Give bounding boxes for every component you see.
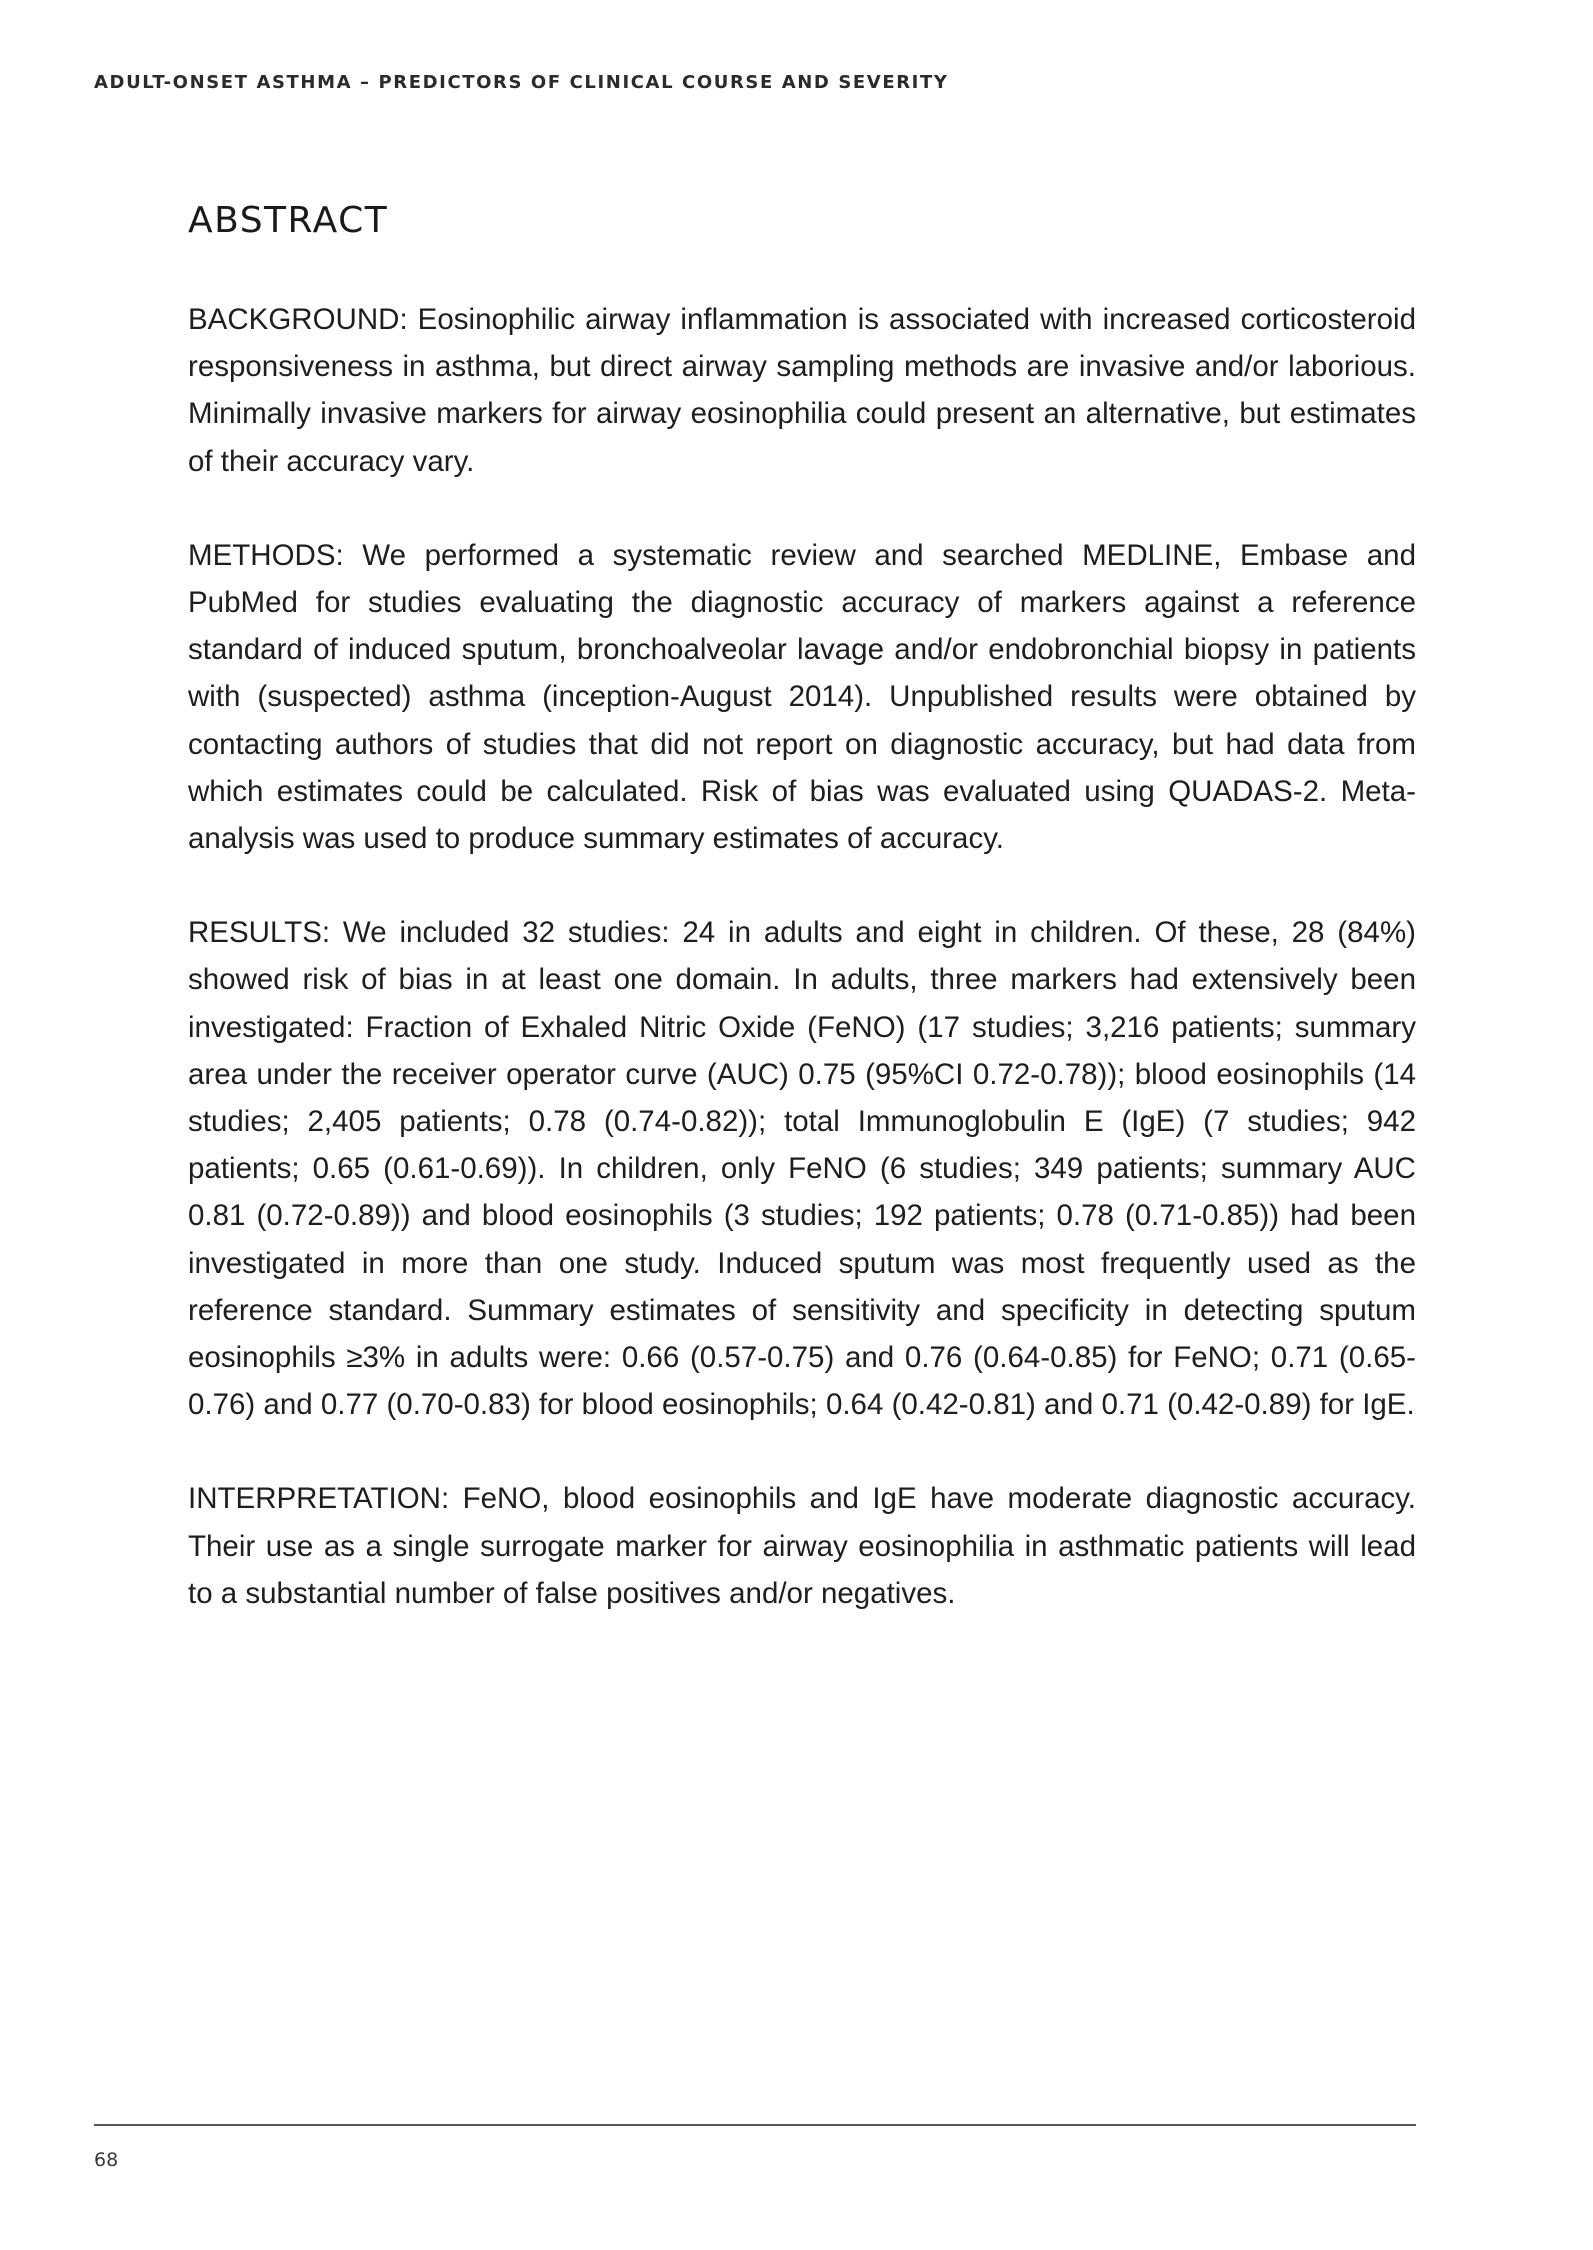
abstract-background-paragraph: BACKGROUND: Eosinophilic airway inflammation is associated with increased corticosteroid responsiveness in asthma, but direct airway sampling methods are invasive and/or laborious. Minimally invasive markers for airway eosinophilia could present an alternative, but estimates of their accuracy vary. [188,303,1416,478]
abstract-methods-paragraph: METHODS: We performed a systematic review and searched MEDLINE, Embase and PubMed for studies evaluating the diagnostic accuracy of markers against a reference standard of induced sputum, bronchoalveolar lavage and/or endobronchial biopsy in patients with (suspected) asthma (inception-August 2014). Unpublished results were obtained by contacting authors of studies that did not report on diagnostic accuracy, but had data from which estimates could be calculated. Risk of bias was evaluated using QUADAS-2. Meta-analysis was used to produce summary estimates of accuracy. [188,538,1416,856]
running-header: ADULT-ONSET ASTHMA – PREDICTORS OF CLINICAL COURSE AND SEVERITY [94,72,949,93]
abstract-body [188,296,1416,1664]
abstract-results-paragraph: RESULTS: We included 32 studies: 24 in adults and eight in children. Of these, 28 (84%) showed risk of bias in at least one domain. In adults, three markers had extensively been investigated: Fraction of Exhaled Nitric Oxide (FeNO) (17 studies; 3,216 patients; summary area under the receiver operator curve (AUC) 0.75 (95%CI 0.72-0.78)); blood eosinophils (14 studies; 2,405 patients; 0.78 (0.74-0.82)); total Immunoglobulin E (IgE) (7 studies; 942 patients; 0.65 (0.61-0.69)). In children, only FeNO (6 studies; 349 patients; summary AUC 0.81 (0.72-0.89)) and blood eosinophils (3 studies; 192 patients; 0.78 (0.71-0.85)) had been investigated in more than one study. Induced sputum was most frequently used as the reference standard. Summary estimates of sensitivity and specificity in detecting sputum eosinophils ≥3% in adults were: 0.66 (0.57-0.75) and 0.76 (0.64-0.85) for FeNO; 0.71 (0.65-0.76) and 0.77 (0.70-0.83) for blood eosinophils; 0.64 (0.42-0.81) and 0.71 (0.42-0.89) for IgE. [188,916,1416,1422]
page-number: 68 [94,2149,119,2171]
section-title: ABSTRACT [188,200,389,241]
footer-divider [94,2124,1416,2126]
abstract-interpretation-paragraph: INTERPRETATION: FeNO, blood eosinophils and IgE have moderate diagnostic accuracy. Their use as a single surrogate marker for airway eosinophilia in asthmatic patients will lead to a substantial number of false positives and/or negatives. [188,1482,1416,1610]
